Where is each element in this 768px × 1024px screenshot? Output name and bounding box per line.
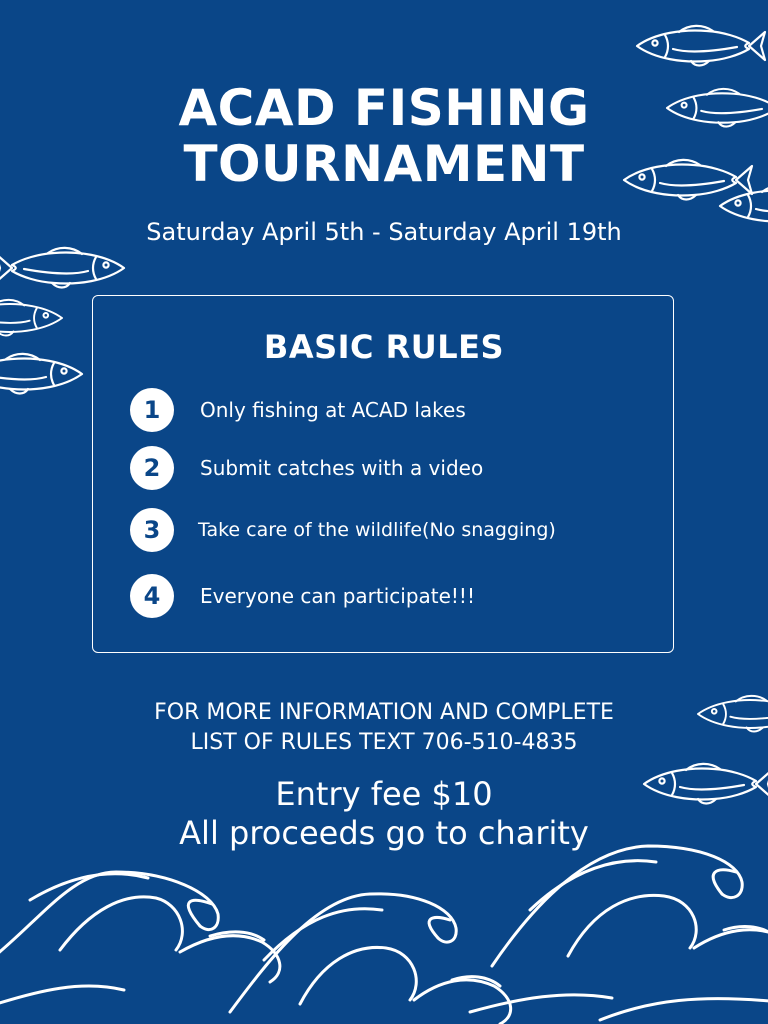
- rule-number-badge: 1: [130, 388, 174, 432]
- rule-text: Only fishing at ACAD lakes: [200, 398, 466, 422]
- rule-text: Take care of the wildlife(No snagging): [198, 519, 556, 541]
- tournament-dates: Saturday April 5th - Saturday April 19th: [146, 218, 622, 246]
- rules-heading: BASIC RULES: [263, 328, 505, 366]
- rule-item: [130, 388, 466, 432]
- entry-fee: Entry fee $10: [275, 775, 493, 813]
- rule-number-badge: 4: [130, 574, 174, 618]
- rule-number-badge: 3: [130, 508, 174, 552]
- fish-icon: [637, 26, 765, 66]
- rule-item: [130, 446, 483, 490]
- rule-item: [130, 508, 556, 552]
- title-line-2: TOURNAMENT: [183, 135, 585, 193]
- rule-number-badge: 2: [130, 446, 174, 490]
- fish-icon: [0, 248, 124, 288]
- rule-text: Everyone can participate!!!: [200, 584, 475, 608]
- rule-text: Submit catches with a video: [200, 456, 484, 480]
- rule-item: [130, 574, 475, 618]
- title-line-1: ACAD FISHING: [178, 79, 590, 137]
- charity-note: All proceeds go to charity: [179, 814, 589, 852]
- info-line-2: LIST OF RULES TEXT 706-510-4835: [190, 730, 578, 755]
- info-line-1: FOR MORE INFORMATION AND COMPLETE: [154, 700, 614, 725]
- waves-icon: [0, 846, 768, 1024]
